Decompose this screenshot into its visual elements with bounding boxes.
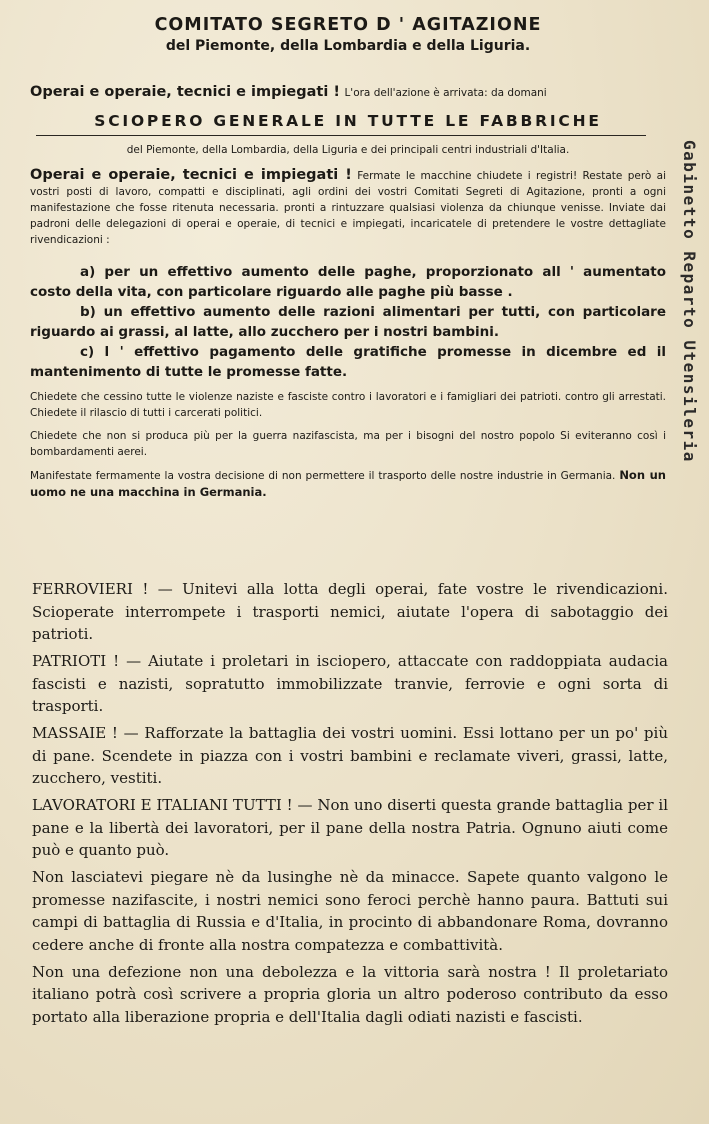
appeal-all-workers: LAVORATORI E ITALIANI TUTTI ! — Non uno diserti questa grande battaglia per il pane e la libertà dei lavoratori, per il pane della nostra Patria. Ognuno aiuti come può e quanto può. [32,796,668,859]
demand-c: c) l ' effettivo pagamento delle gratifiche promesse in dicembre ed il mantenimento di tutte le promesse fatte. [30,344,666,380]
call-text: Fermate le macchine chiudete i registri! Restate però ai vostri posti di lavoro, compatti e disciplinati, agli ordini dei vostri Comitati Segreti di Agitazione, pronti a ogni manifestazione che fosse ritenuta necessaria. pronti a rintuzzare qualsiasi violenza da chiunque venisse. Inviate dai padroni delle delegazioni di operai e operaie, di tecnici e impiegati, incaricatele di pretendere le vostre dettagliate rivendicazioni : [30,170,666,246]
germany-text: Manifestate fermamente la vostra decisione di non permettere il trasporto delle nostre industrie in Germania. [30,470,616,482]
call-paragraph [30,167,666,248]
germany-slogan: Non un uomo ne una macchina in Germania. [30,468,666,499]
demand-a: a) per un effettivo aumento delle paghe, proporzionato all ' aumentato costo della vita, con particolare riguardo alle paghe più basse . [30,264,666,300]
lower-section [32,578,668,1033]
intro-lead: Operai e operaie, tecnici e impiegati ! [30,84,340,100]
upper-section [30,10,666,501]
war-paragraph: Chiedete che non si produca più per la guerra nazifascista, ma per i bisogni del nostro popolo Si eviteranno così i bombardamenti aerei. [30,430,666,458]
call-lead: Operai e operaie, tecnici e impiegati ! [30,167,352,183]
demand-b: b) un effettivo aumento delle razioni alimentari per tutti, con particolare riguardo ai grassi, al latte, allo zucchero per i nostri bambini. [30,304,666,340]
regions-line: del Piemonte, della Lombardia, della Liguria e dei principali centri industriali d'Italia. [126,144,570,156]
committee-title: COMITATO SEGRETO D ' AGITAZIONE [154,15,542,35]
strike-headline: SCIOPERO GENERALE IN TUTTE LE FABBRICHE [94,112,602,130]
headline-rule [36,135,646,136]
appeal-railway-workers: FERROVIERI ! — Unitevi alla lotta degli operai, fate vostre le rivendicazioni. Scioperate interrompete i trasporti nemici, aiutate l'opera di sabotaggio dei patrioti. [32,580,668,643]
germany-paragraph [30,468,666,501]
appeal-housewives: MASSAIE ! — Rafforzate la battaglia dei vostri uomini. Essi lottano per un po' più di pane. Scendete in piazza con i vostri bambini e reclamate viveri, grassi, latte, zucchero, vestiti. [32,724,668,787]
committee-subtitle: del Piemonte, della Lombardia e della Liguria. [165,38,531,54]
intro-small: L'ora dell'azione è arrivata: da domani [344,87,547,99]
appeal-patriots: PATRIOTI ! — Aiutate i proletari in isciopero, attaccate con raddoppiata audacia fascisti e nazisti, sopratutto immobilizzate tranvie, ferrovie e ogni sorta di trasporti. [32,652,668,715]
paragraph-dont-yield: Non lasciatevi piegare nè da lusinghe nè da minacce. Sapete quanto valgono le promesse nazifascite, i nostri nemici sono feroci perchè hanno paura. Battuti sui campi di battaglia di Russia e d'Italia, in procinto di abbandonare Roma, dovranno cedere anche di fronte alla nostra compatezza e combattività. [32,868,668,954]
violence-paragraph: Chiedete che cessino tutte le violenze naziste e fasciste contro i lavoratori e i famigliari dei patrioti. contro gli arrestati. Chiedete il rilascio di tutti i carcerati politici. [30,391,666,419]
intro-line [30,83,666,102]
paragraph-victory: Non una defezione non una debolezza e la vittoria sarà nostra ! Il proletariato italiano potrà così scrivere a propria gloria un altro poderoso contributo da esso portato alla liberazione propria e dell'Italia dagli odiati nazisti e fascisti. [32,962,668,1026]
side-stamp: Gabinetto Reparto Utensileria [680,140,699,463]
